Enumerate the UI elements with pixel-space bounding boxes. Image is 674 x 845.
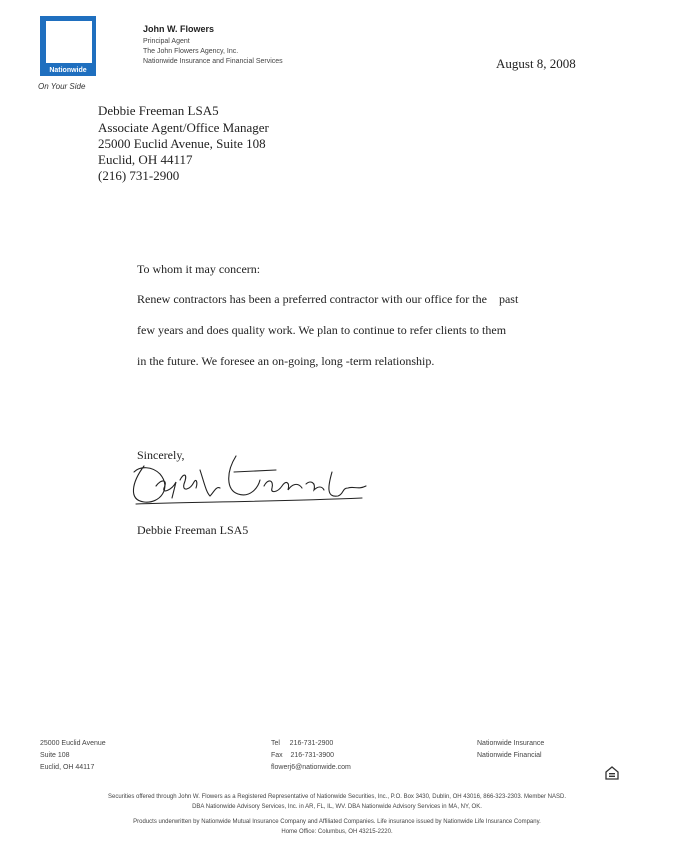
footer-disclaimer-1: Securities offered through John W. Flowers as a Registered Representative of Nationwide Securities, Inc., P.O. Box 3430, Dublin, OH 43016, 866-323-2303. Member NASD. (107, 794, 567, 800)
footer-disclaimer-2: DBA Nationwide Advisory Services, Inc. in AR, FL, IL, WV. DBA Nationwide Advisory Services in MA, NY, OK. (192, 804, 482, 810)
footer-disclaimer-3: Products underwritten by Nationwide Mutual Insurance Company and Affiliated Companies. Life insurance issued by Nationwide Life Insurance Company. (133, 819, 541, 825)
footer-fax: Fax 216-731-3900 (271, 752, 335, 759)
company-name: Nationwide Insurance and Financial Services (143, 58, 283, 65)
footer-org-1: Nationwide Insurance (477, 740, 545, 747)
recipient-city: Euclid, OH 44117 (98, 152, 193, 167)
footer-address-3: Euclid, OH 44117 (40, 764, 95, 771)
footer-org-2: Nationwide Financial (477, 752, 542, 759)
body-line-2: few years and does quality work. We plan to continue to refer clients to them (137, 323, 507, 337)
footer-address-1: 25000 Euclid Avenue (40, 740, 106, 747)
salutation: To whom it may concern: (137, 262, 261, 276)
body-line-3: in the future. We foresee an on-going, long -term relationship. (137, 354, 435, 368)
agent-title: Principal Agent (143, 38, 190, 45)
letter-date: August 8, 2008 (496, 56, 576, 71)
logo-frame (45, 20, 93, 64)
recipient-role: Associate Agent/Office Manager (98, 120, 269, 135)
footer-disclaimer-4: Home Office: Columbus, OH 43215-2220. (281, 829, 393, 835)
handwritten-signature (126, 452, 376, 514)
agency-name: The John Flowers Agency, Inc. (143, 48, 239, 55)
recipient-street: 25000 Euclid Avenue, Suite 108 (98, 136, 266, 151)
recipient-name: Debbie Freeman LSA5 (98, 103, 219, 118)
equal-housing-icon (605, 766, 619, 780)
footer-address-2: Suite 108 (40, 752, 70, 759)
signer-name: Debbie Freeman LSA5 (137, 523, 249, 537)
nationwide-logo (40, 16, 96, 76)
closing: Sincerely, (137, 448, 185, 462)
footer-email: flowerj6@nationwide.com (271, 764, 351, 771)
body-line-1: Renew contractors has been a preferred contractor with our office for the past (137, 292, 519, 306)
logo-tagline: On Your Side (38, 82, 86, 91)
recipient-phone: (216) 731-2900 (98, 168, 180, 183)
footer-tel: Tel 216-731-2900 (271, 740, 334, 747)
agent-name: John W. Flowers (143, 24, 215, 34)
logo-brand: Nationwide (49, 67, 87, 74)
